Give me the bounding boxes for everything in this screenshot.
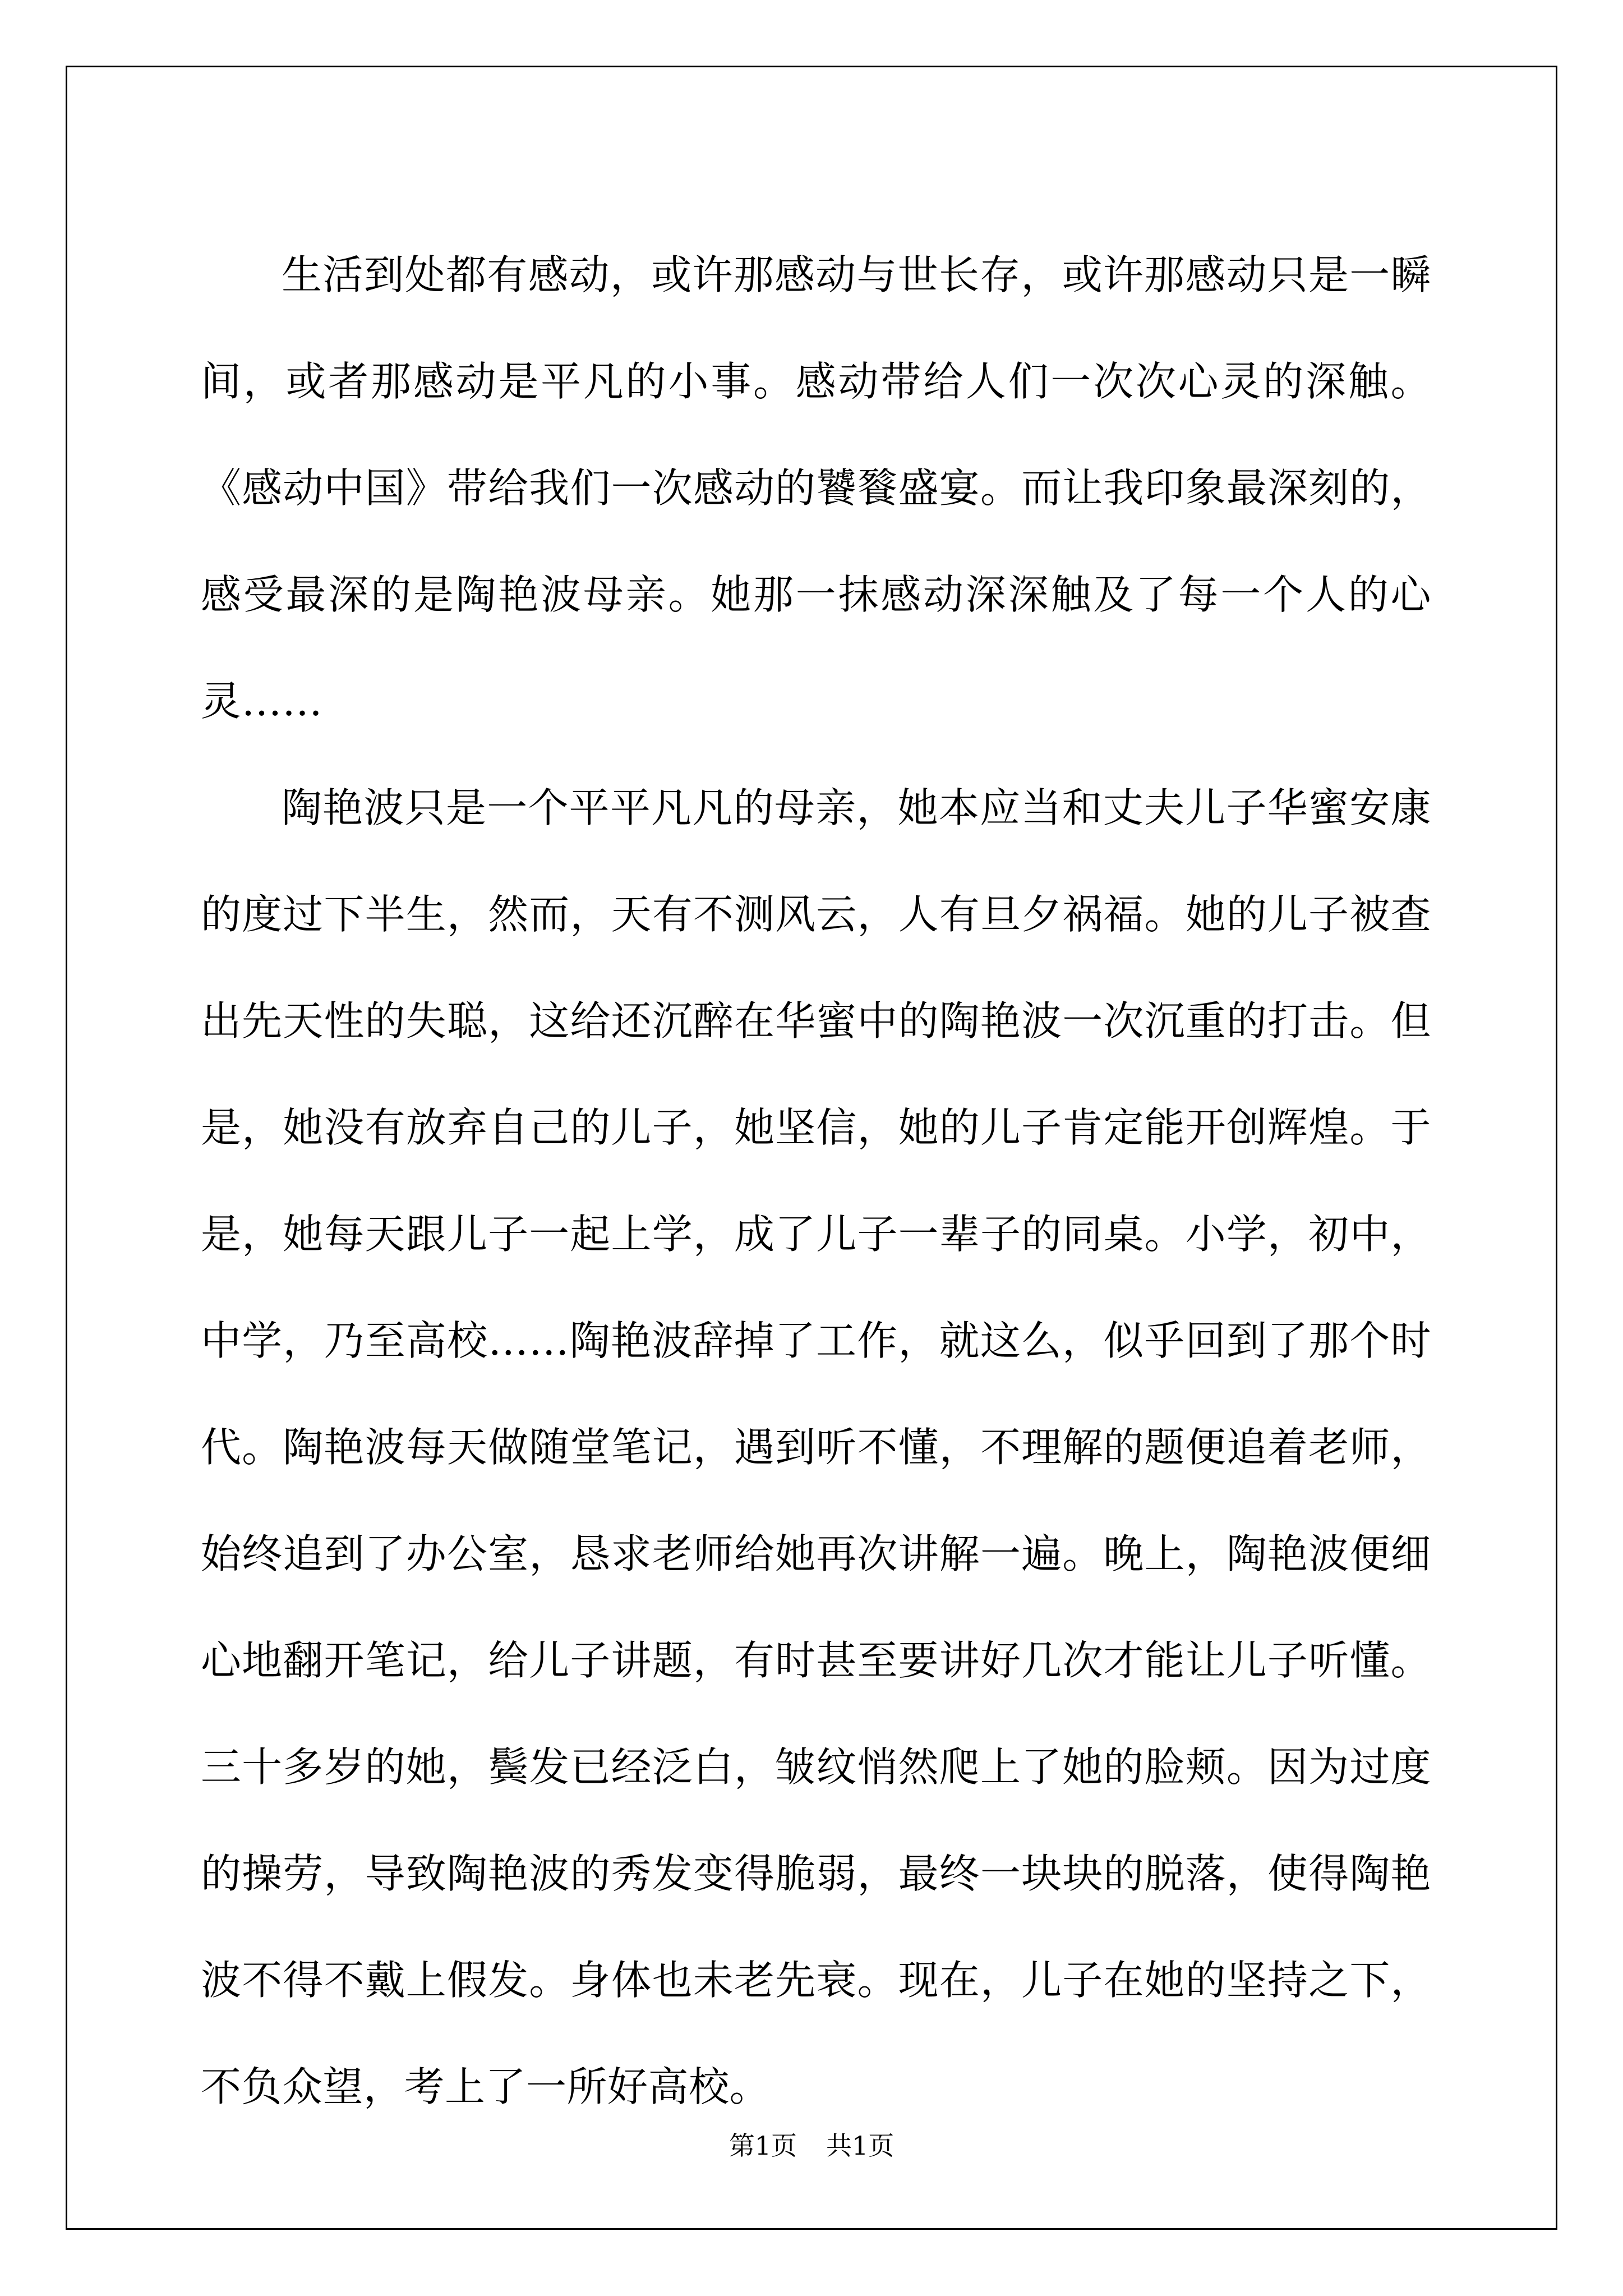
- page-number-total: 共1页: [826, 2131, 895, 2161]
- document-body: [201, 222, 1431, 2140]
- page-footer: [0, 2129, 1623, 2162]
- paragraph-2: 陶艳波只是一个平平凡凡的母亲，她本应当和丈夫儿子华蜜安康的度过下半生，然而，天有不测风云，人有旦夕祸福。她的儿子被查出先天性的失聪，这给还沉醉在华蜜中的陶艳波一次沉重的打击。但是，她没有放弃自己的儿子，她坚信，她的儿子肯定能开创辉煌。于是，她每天跟儿子一起上学，成了儿子一辈子的同桌。小学，初中，中学，乃至高校……陶艳波辞掉了工作，就这么，似乎回到了那个时代。陶艳波每天做随堂笔记，遇到听不懂，不理解的题便追着老师，始终追到了办公室，恳求老师给她再次讲解一遍。晚上，陶艳波便细心地翻开笔记，给儿子讲题，有时甚至要讲好几次才能让儿子听懂。三十多岁的她，鬓发已经泛白，皱纹悄然爬上了她的脸颊。因为过度的操劳，导致陶艳波的秀发变得脆弱，最终一块块的脱落，使得陶艳波不得不戴上假发。身体也未老先衰。现在，儿子在她的坚持之下，不负众望，考上了一所好高校。: [201, 784, 1431, 2110]
- paragraph-1: 生活到处都有感动，或许那感动与世长存，或许那感动只是一瞬间，或者那感动是平凡的小事。感动带给人们一次次心灵的深触。《感动中国》带给我们一次感动的饕餮盛宴。而让我印象最深刻的，感受最深的是陶艳波母亲。她那一抹感动深深触及了每一个人的心灵……: [201, 251, 1431, 725]
- page-number-current: 第1页: [728, 2131, 797, 2161]
